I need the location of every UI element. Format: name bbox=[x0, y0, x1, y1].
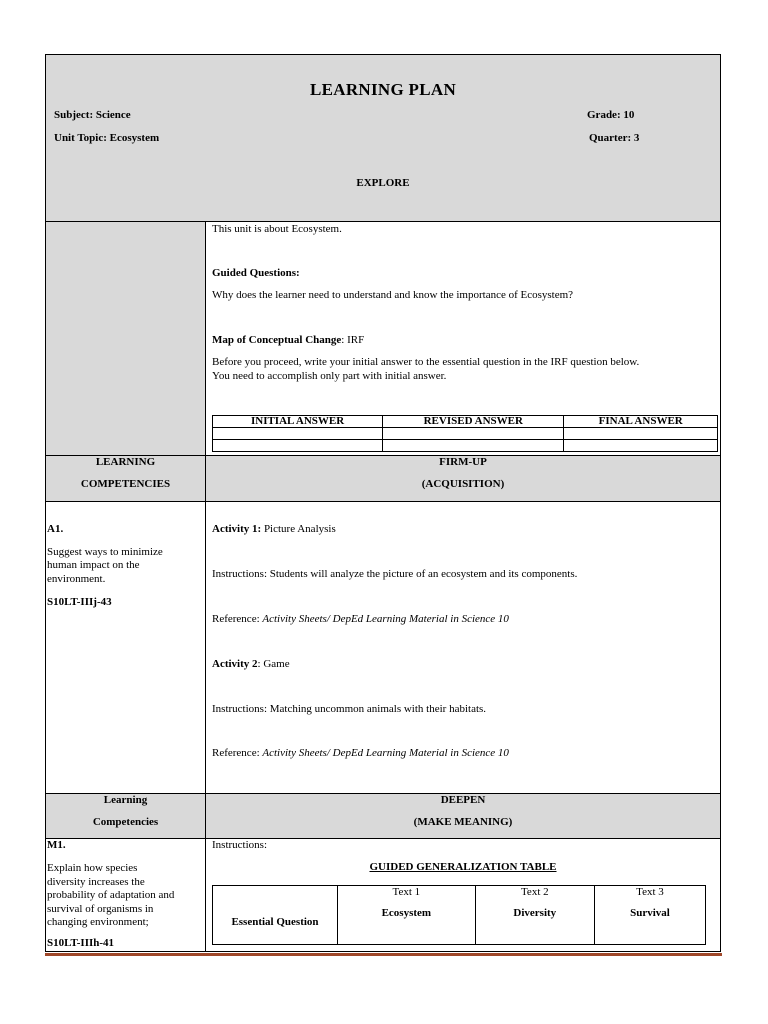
a1-competency-code: S10LT-IIIj-43 bbox=[47, 596, 112, 608]
activity-2-label: Activity 2 bbox=[212, 658, 258, 670]
irf-row bbox=[213, 428, 718, 440]
a1-right-cell bbox=[206, 502, 720, 793]
reference-label: Reference: bbox=[212, 613, 263, 625]
a1-text-line-1: Suggest ways to minimize bbox=[47, 546, 163, 558]
m1-text-line-1: Explain how species bbox=[47, 862, 138, 874]
activity-2-value: : Game bbox=[257, 658, 290, 670]
activity-1-reference bbox=[212, 613, 509, 625]
header-section bbox=[46, 55, 720, 222]
activity-2-instructions: Instructions: Matching uncommon animals with their habitats. bbox=[212, 703, 487, 715]
gen-col-1-top: Text 1 bbox=[392, 886, 421, 898]
irf-table bbox=[212, 415, 718, 452]
irf-cell[interactable] bbox=[213, 428, 383, 440]
reference-value: Activity Sheets/ DepEd Learning Material in Science 10 bbox=[262, 613, 509, 625]
reference-value: Activity Sheets/ DepEd Learning Material in Science 10 bbox=[262, 747, 509, 759]
irf-cell[interactable] bbox=[564, 428, 718, 440]
irf-cell[interactable] bbox=[213, 440, 383, 452]
irf-header-row bbox=[213, 416, 718, 428]
a1-text-line-3: environment. bbox=[47, 573, 106, 585]
gen-col-3 bbox=[594, 886, 705, 945]
a1-code: A1. bbox=[47, 523, 64, 535]
firmup-right-cell bbox=[206, 456, 720, 501]
m1-row bbox=[46, 839, 720, 951]
competencies-label: COMPETENCIES bbox=[80, 478, 171, 490]
acquisition-label: (ACQUISITION) bbox=[421, 478, 505, 490]
irf-row bbox=[213, 440, 718, 452]
unit-topic-label: Unit Topic: Ecosystem bbox=[54, 132, 160, 144]
gen-col-2-top: Text 2 bbox=[520, 886, 549, 898]
guided-questions-label: Guided Questions: bbox=[212, 267, 300, 279]
guided-question: Why does the learner need to understand and know the importance of Ecosystem? bbox=[212, 289, 574, 301]
activity-1-value: Picture Analysis bbox=[261, 523, 336, 535]
m1-text-line-2: diversity increases the bbox=[47, 876, 145, 888]
explore-row bbox=[46, 222, 720, 456]
activity-1-instructions: Instructions: Students will analyze the picture of an ecosystem and its components. bbox=[212, 568, 578, 580]
gen-col-2-bottom: Diversity bbox=[513, 907, 557, 919]
learning-label: Learning bbox=[103, 794, 148, 806]
irf-cell[interactable] bbox=[383, 440, 564, 452]
m1-competency-code: S10LT-IIIh-41 bbox=[47, 937, 115, 949]
explore-intro: This unit is about Ecosystem. bbox=[212, 223, 342, 235]
gen-col-3-top: Text 3 bbox=[636, 886, 664, 898]
gen-col-2 bbox=[475, 886, 594, 945]
deepen-left-cell bbox=[46, 794, 206, 838]
activity-2-reference bbox=[212, 747, 509, 759]
irf-header-initial: INITIAL ANSWER bbox=[213, 416, 383, 428]
firmup-label: FIRM-UP bbox=[439, 456, 487, 468]
deepen-header-row bbox=[46, 794, 720, 839]
explore-heading: EXPLORE bbox=[356, 177, 410, 189]
activity-1 bbox=[212, 523, 336, 535]
deepen-right-cell bbox=[206, 794, 720, 838]
reference-label: Reference: bbox=[212, 747, 263, 759]
learning-label: LEARNING bbox=[95, 456, 156, 468]
a1-text-line-2: human impact on the bbox=[47, 559, 140, 571]
firmup-header-row bbox=[46, 456, 720, 502]
gen-col-1-bottom: Ecosystem bbox=[381, 907, 432, 919]
m1-text-line-4: survival of organisms in bbox=[47, 903, 154, 915]
learning-plan-sheet bbox=[45, 54, 721, 952]
m1-instructions: Instructions: bbox=[212, 839, 267, 851]
quarter-label: Quarter: 3 bbox=[589, 132, 640, 144]
m1-code: M1. bbox=[47, 839, 66, 851]
m1-right-cell bbox=[206, 839, 720, 951]
irf-header-final: FINAL ANSWER bbox=[564, 416, 718, 428]
m1-text-line-3: probability of adaptation and bbox=[47, 889, 175, 901]
guided-generalization-table bbox=[212, 885, 706, 945]
gen-col-1 bbox=[338, 886, 476, 945]
footer-rule bbox=[45, 953, 722, 956]
irf-cell[interactable] bbox=[564, 440, 718, 452]
activity-2 bbox=[212, 658, 290, 670]
a1-row bbox=[46, 502, 720, 794]
guided-generalization-title: GUIDED GENERALIZATION TABLE bbox=[369, 861, 557, 873]
instruction-line-2: You need to accomplish only part with initial answer. bbox=[212, 370, 447, 382]
a1-left-cell bbox=[46, 502, 206, 793]
map-label: Map of Conceptual Change bbox=[212, 334, 342, 346]
deepen-label: DEEPEN bbox=[440, 794, 486, 806]
m1-text-line-5: changing environment; bbox=[47, 916, 149, 928]
gen-col-3-bottom: Survival bbox=[630, 907, 670, 919]
competencies-label: Competencies bbox=[92, 816, 159, 828]
map-value: : IRF bbox=[341, 334, 365, 346]
m1-left-cell bbox=[46, 839, 206, 951]
irf-header-revised: REVISED ANSWER bbox=[383, 416, 564, 428]
grade-label: Grade: 10 bbox=[587, 109, 635, 121]
activity-1-label: Activity 1: bbox=[212, 523, 262, 535]
make-meaning-label: (MAKE MEANING) bbox=[413, 816, 513, 828]
instruction-line-1: Before you proceed, write your initial answer to the essential question in the IRF question below. bbox=[212, 356, 640, 368]
page-title: LEARNING PLAN bbox=[309, 80, 457, 99]
firmup-left-cell bbox=[46, 456, 206, 501]
explore-right-cell bbox=[206, 222, 720, 455]
gen-row bbox=[213, 886, 706, 945]
explore-left-cell bbox=[46, 222, 206, 455]
essential-question-cell: Essential Question bbox=[213, 886, 338, 945]
irf-cell[interactable] bbox=[383, 428, 564, 440]
map-of-conceptual-change bbox=[212, 334, 364, 346]
subject-label: Subject: Science bbox=[54, 109, 131, 121]
